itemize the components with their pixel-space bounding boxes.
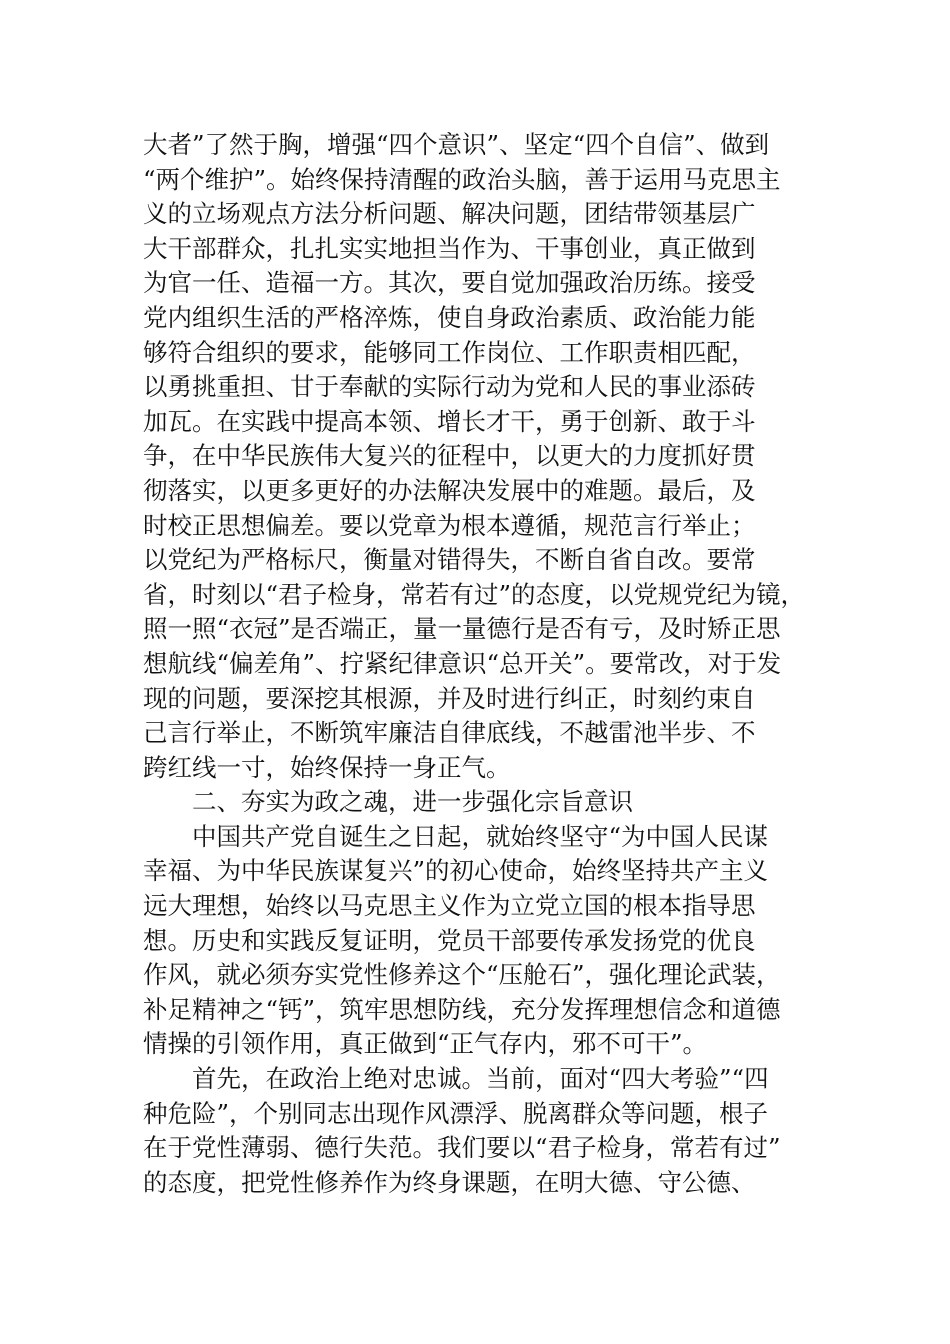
text-line: 补足精神之“钙”，筑牢思想防线，充分发挥理想信念和道德: [143, 994, 781, 1024]
text-line: 情操的引领作用，真正做到“正气存内，邪不可干”。: [143, 1029, 708, 1059]
text-line: 种危险”，个别同志出现作风漂浮、脱离群众等问题，根子: [143, 1098, 769, 1128]
text-line: 时校正思想偏差。要以党章为根本遵循，规范言行举止；: [143, 510, 756, 540]
text-line: 己言行举止，不断筑牢廉洁自律底线，不越雷池半步、不: [143, 718, 756, 748]
text-line: 远大理想，始终以马克思主义作为立党立国的根本指导思: [143, 891, 756, 921]
text-line: 为官一任、造福一方。其次，要自觉加强政治历练。接受: [143, 268, 756, 298]
text-line: 省，时刻以“君子检身，常若有过”的态度，以党规党纪为镜，: [143, 579, 806, 609]
text-line: 彻落实，以更多更好的办法解决发展中的难题。最后，及: [143, 475, 756, 505]
text-line: 够符合组织的要求，能够同工作岗位、工作职责相匹配，: [143, 337, 756, 367]
text-line: 照一照“衣冠”是否端正，量一量德行是否有亏，及时矫正思: [143, 614, 781, 644]
document-body: [143, 128, 843, 1200]
text-line: 的态度，把党性修养作为终身课题，在明大德、守公德、: [143, 1167, 756, 1197]
text-line: 作风，就必须夯实党性修养这个“压舱石”，强化理论武装，: [143, 960, 781, 990]
text-line: 党内组织生活的严格淬炼，使自身政治素质、政治能力能: [143, 302, 756, 332]
text-line: 大者”了然于胸，增强“四个意识”、坚定“四个自信”、做到: [143, 130, 770, 159]
text-line: 以勇挑重担、甘于奉献的实际行动为党和人民的事业添砖: [143, 372, 756, 402]
text-line: 跨红线一寸，始终保持一身正气。: [143, 752, 511, 782]
text-line: 现的问题，要深挖其根源，并及时进行纠正，时刻约束自: [143, 683, 756, 713]
text-line: 首先，在政治上绝对忠诚。当前，面对“四大考验”“四: [192, 1064, 769, 1094]
text-line: 以党纪为严格标尺，衡量对错得失，不断自省自改。要常: [143, 545, 756, 575]
text-line: 中国共产党自诞生之日起，就始终坚守“为中国人民谋: [192, 821, 769, 851]
text-line: 想航线“偏差角”、拧紧纪律意识“总开关”。要常改，对于发: [143, 648, 782, 678]
text-line: 幸福、为中华民族谋复兴”的初心使命，始终坚持共产主义: [143, 856, 769, 886]
text-line: 争，在中华民族伟大复兴的征程中，以更大的力度抓好贯: [143, 441, 756, 471]
text-line: 想。历史和实践反复证明，党员干部要传承发扬党的优良: [143, 925, 756, 955]
text-line: 在于党性薄弱、德行失范。我们要以“君子检身，常若有过”: [143, 1133, 781, 1163]
text-line: 义的立场观点方法分析问题、解决问题，团结带领基层广: [143, 199, 756, 229]
text-line: 大干部群众，扎扎实实地担当作为、干事创业，真正做到: [143, 233, 756, 263]
text-line: “两个维护”。始终保持清醒的政治头脑，善于运用马克思主: [143, 164, 781, 194]
text-line: 加瓦。在实践中提高本领、增长才干，勇于创新、敢于斗: [143, 406, 756, 436]
text-line: 二、夯实为政之魂，进一步强化宗旨意识: [192, 787, 633, 817]
